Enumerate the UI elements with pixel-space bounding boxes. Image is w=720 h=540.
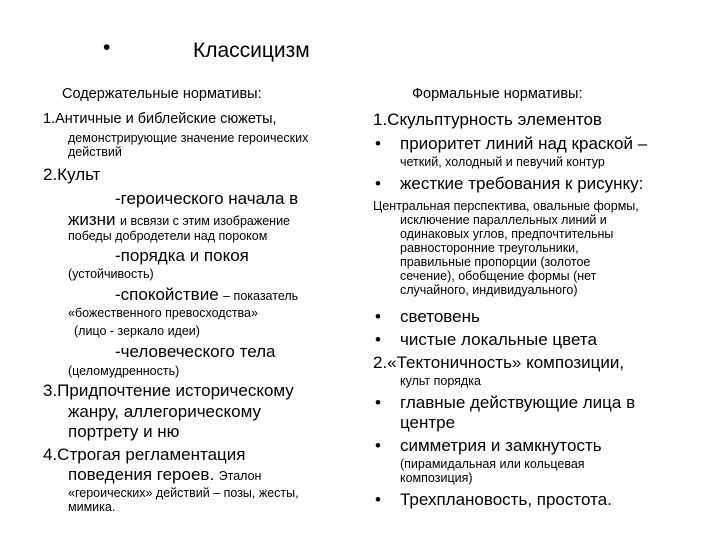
left-item-2-i: -человеческого тела (115, 342, 276, 361)
slide-title: Классицизм (193, 39, 310, 62)
right-bullet-5-line-2: центре (400, 413, 456, 432)
title-bullet: • (103, 36, 111, 59)
right-bullet-1-sub: четкий, холодный и певучий контур (400, 155, 605, 169)
left-item-3-line-1: 3.Придпочтение историческому (43, 381, 294, 400)
right-bullet-4: • (375, 330, 381, 349)
left-heading (62, 86, 262, 103)
left-item-2-j: (целомудренность) (68, 364, 180, 378)
left-item-3-line-2: жанру, аллегорическому (68, 402, 261, 421)
left-item-1-sub-1: демонстрирующие значение героических (68, 131, 309, 145)
right-bullet-6-text: симметрия и замкнутость (400, 436, 602, 455)
left-item-2-g: «божественного превосходства» (68, 306, 258, 320)
right-paragraph-line-2: исключение параллельных линий и (400, 213, 607, 227)
left-item-3-line-3: портрету и ню (68, 422, 180, 441)
right-paragraph-line-1: Центральная перспектива, овальные формы, (373, 199, 639, 213)
left-item-4-line-2-main: поведения героев. (68, 465, 215, 484)
left-item-4-line-1: 4.Строгая регламентация (43, 445, 246, 464)
right-bullet-6-sub-2: композиция) (400, 471, 473, 485)
left-item-4-line-3: «героических» действий – позы, жесты, (68, 486, 299, 500)
left-item-2-e: (устойчивость) (68, 267, 154, 281)
left-item-2-f (115, 285, 298, 305)
right-bullet-5-line-1: главные действующие лица в (400, 393, 636, 412)
left-item-2-f-main: -спокойствие (115, 285, 219, 304)
right-bullet-2: • (375, 174, 381, 193)
left-item-2-a: -героического начала в (115, 189, 299, 208)
left-item-4-line-2-sub: Эталон (218, 469, 262, 483)
left-heading-colon: : (257, 86, 262, 102)
right-paragraph-line-7: случайного, индивидуального) (400, 283, 578, 297)
left-item-2-b-sub: и всвязи с этим изображение (120, 214, 291, 228)
right-bullet-4-text: чистые локальные цвета (400, 330, 597, 349)
right-bullet-7-text: Трехплановость, простота. (400, 490, 612, 509)
right-item-2: 2.«Тектоничность» композиции, (373, 353, 625, 372)
left-item-4-line-2 (68, 465, 261, 485)
left-item-2-h: (лицо - зеркало идеи) (74, 324, 200, 338)
left-item-1: 1.Античные и библейские сюжеты, (43, 111, 277, 127)
left-item-2-b (68, 210, 290, 230)
right-item-1: 1.Скульптурность элементов (373, 110, 602, 129)
right-bullet-1-text: приоритет линий над краской – (400, 134, 648, 153)
right-paragraph-line-3: одинаковых углов, предпочтительны (400, 227, 614, 241)
right-bullet-5: • (375, 393, 381, 412)
right-paragraph-line-5: правильные пропорции (золотое (400, 255, 591, 269)
left-item-4-line-4: мимика. (68, 500, 116, 514)
right-heading-text: Формальные нормативы (412, 86, 579, 102)
right-paragraph-line-6: сечение), обобщение формы (нет (400, 269, 597, 283)
right-bullet-3-text: световень (400, 307, 480, 326)
left-item-2-c: победы добродетели над пороком (68, 229, 268, 243)
left-item-2-d: -порядка и покоя (115, 246, 249, 265)
right-item-2-sub: культ порядка (400, 374, 481, 388)
left-item-2: 2.Культ (43, 165, 101, 184)
right-heading-colon: : (578, 86, 583, 102)
left-item-2-b-main: жизни (68, 210, 116, 229)
right-bullet-3: • (375, 307, 381, 326)
right-bullet-2-text: жесткие требования к рисунку: (400, 174, 644, 193)
right-bullet-1: • (375, 134, 381, 153)
left-item-2-f-sub: – показатель (223, 289, 299, 303)
right-bullet-7: • (375, 490, 381, 509)
left-item-1-sub-2: действий (68, 145, 122, 159)
right-heading (412, 86, 582, 103)
right-bullet-6: • (375, 436, 381, 455)
left-heading-text: Содержательные нормативы (62, 86, 258, 102)
right-bullet-6-sub-1: (пирамидальная или кольцевая (400, 457, 585, 471)
right-paragraph-line-4: равносторонние треугольники, (400, 241, 579, 255)
